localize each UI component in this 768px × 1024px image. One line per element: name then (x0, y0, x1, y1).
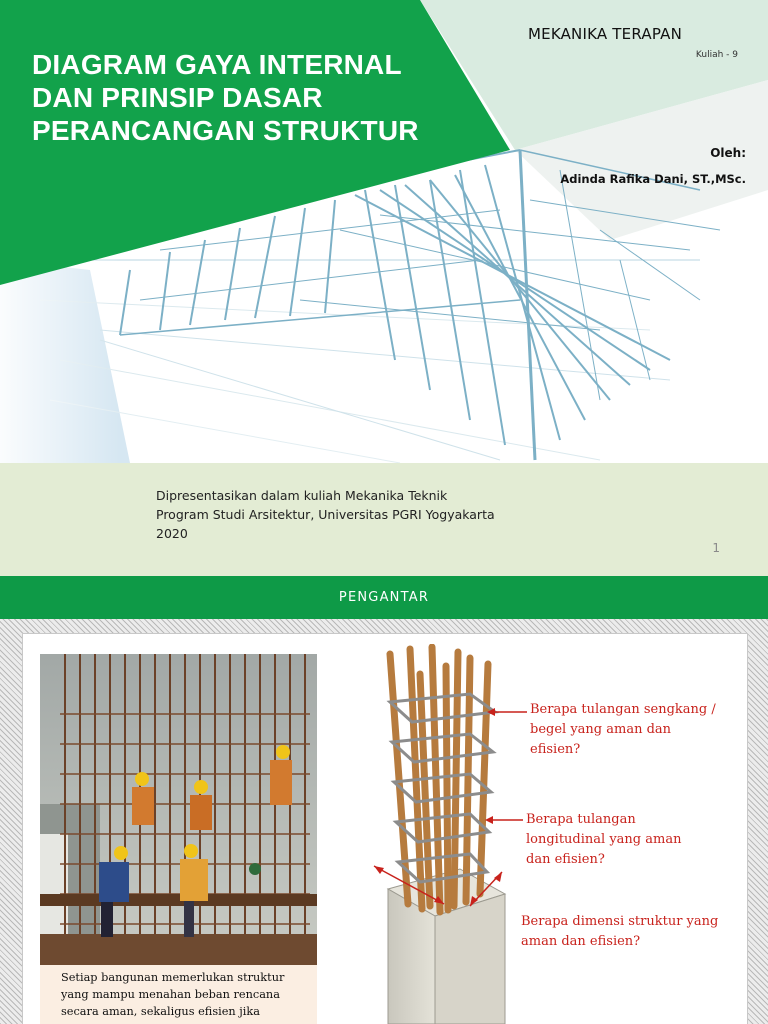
presentation-description (156, 486, 495, 543)
description-line: Program Studi Arsitektur, Universitas PGRI Yogyakarta (156, 507, 495, 522)
description-line: Dipresentasikan dalam kuliah Mekanika Teknik (156, 488, 448, 503)
caption-line: Setiap bangunan memerlukan struktur (61, 971, 285, 984)
question-longitudinal-reinforcement (526, 810, 681, 870)
question-stirrup-reinforcement (530, 700, 716, 760)
caption-line: secara aman, sekaligus efisien jika (61, 1005, 260, 1018)
question-line: Berapa dimensi struktur yang (521, 914, 719, 929)
slide-header-title: PENGANTAR (338, 590, 430, 605)
question-line: aman dan efisien? (521, 934, 641, 949)
photo-caption (61, 969, 311, 1020)
question-line: dan efisien? (526, 852, 605, 867)
question-line: efisien? (530, 742, 581, 757)
annotation-arrows (485, 696, 530, 926)
construction-workers-photo (40, 654, 317, 965)
question-line: longitudinal yang aman (526, 832, 682, 847)
lecture-number: Kuliah - 9 (695, 50, 738, 60)
course-name: MEKANIKA TERAPAN (528, 25, 682, 43)
question-line: begel yang aman dan (530, 722, 672, 737)
page-number: 1 (712, 541, 720, 555)
slide-title-line: DIAGRAM GAYA INTERNAL (32, 49, 402, 80)
slide-title-line: PERANCANGAN STRUKTUR (32, 115, 419, 146)
question-line: Berapa tulangan (526, 812, 636, 827)
caption-line: yang mampu menahan beban rencana (61, 988, 280, 1001)
intro-slide (0, 576, 768, 1024)
author-label: Oleh: (710, 146, 746, 160)
slide-title (32, 48, 472, 147)
question-structure-dimension (521, 912, 718, 952)
description-line: 2020 (156, 526, 188, 541)
slide-title-line: DAN PRINSIP DASAR (32, 82, 323, 113)
question-line: Berapa tulangan sengkang / (530, 702, 716, 717)
author-name: Adinda Rafika Dani, ST.,MSc. (560, 172, 746, 186)
